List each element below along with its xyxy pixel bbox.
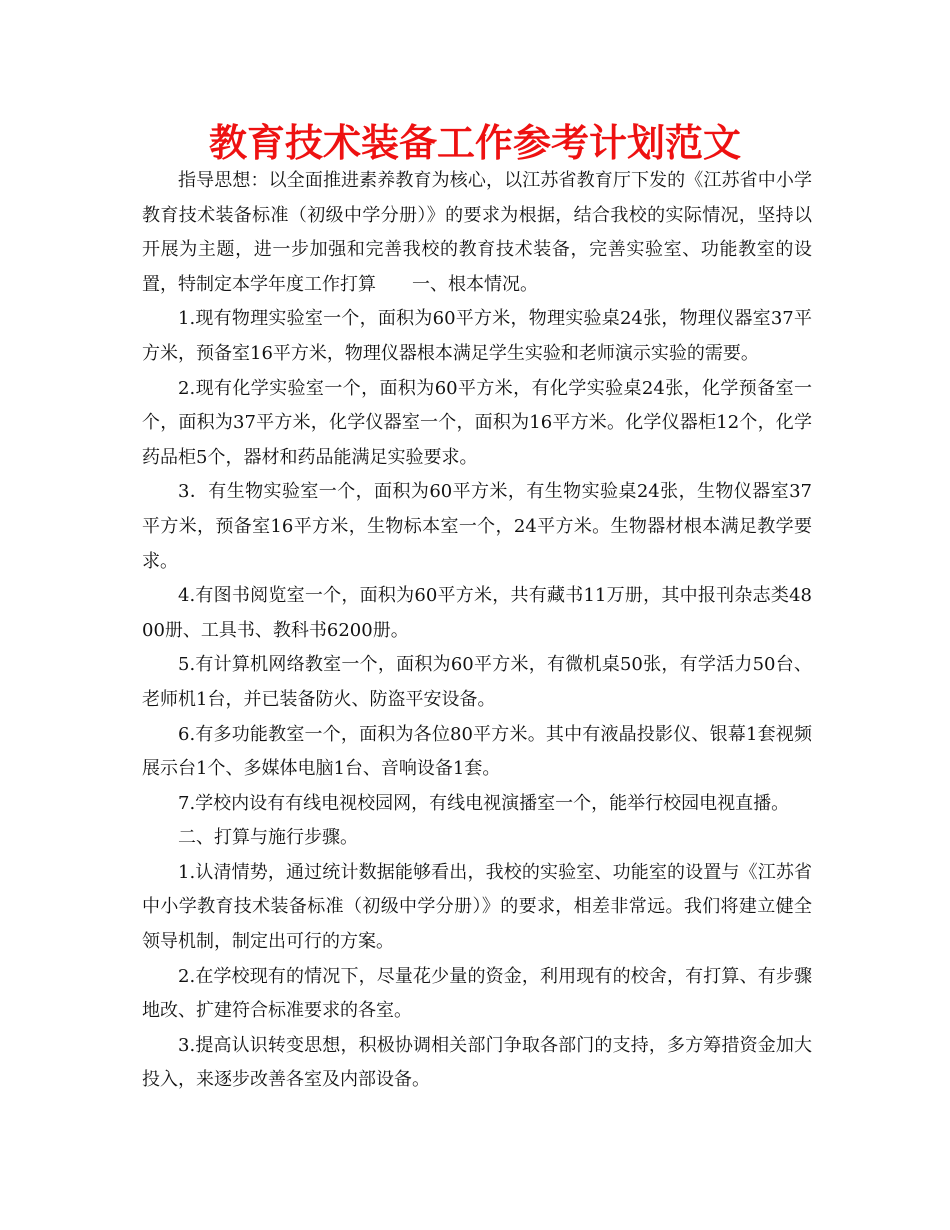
document-body	[142, 164, 812, 1098]
paragraph-computer-room: 5.有计算机网络教室一个，面积为60平方米，有微机桌50张，有学活力50台、老师机1台，并已装备防火、防盗平安设备。	[142, 654, 812, 710]
document-title: 教育技术装备工作参考计划范文	[208, 121, 741, 165]
paragraph-library: 4.有图书阅览室一个，面积为60平方米，共有藏书11万册，其中报刊杂志类4800册、工具书、教科书6200册。	[142, 585, 812, 641]
paragraph-step-2: 2.在学校现有的情况下，尽量花少量的资金，利用现有的校舍，有打算、有步骤地改、扩建符合标准要求的各室。	[142, 965, 812, 1022]
paragraph-multimedia-room: 6.有多功能教室一个，面积为各位80平方米。其中有液晶投影仪、银幕1套视频展示台1个、多媒体电脑1台、音响设备1套。	[142, 723, 812, 780]
paragraph-physics-lab: 1.现有物理实验室一个，面积为60平方米，物理实验桌24张，物理仪器室37平方米，预备室16平方米，物理仪器根本满足学生实验和老师演示实验的需要。	[142, 308, 812, 364]
paragraph-guiding-idea: 指导思想：以全面推进素养教育为核心，以江苏省教育厅下发的《江苏省中小学教育技术装备标准（初级中学分册）》的要求为根据，结合我校的实际情况，坚持以开展为主题，进一步加强和完善我校的教育技术装备，完善实验室、功能教室的设置，特制定本学年度工作打算 一、根本情况。	[142, 170, 812, 295]
paragraph-chemistry-lab: 2.现有化学实验室一个，面积为60平方米，有化学实验桌24张，化学预备室一个，面积为37平方米，化学仪器室一个，面积为16平方米。化学仪器柜12个，化学药品柜5个，器材和药品能满足实验要求。	[142, 377, 812, 468]
paragraph-campus-tv: 7.学校内设有有线电视校园网，有线电视演播室一个，能举行校园电视直播。	[178, 792, 790, 814]
paragraph-step-3: 3.提高认识转变思想，积极协调相关部门争取各部门的支持，多方筹措资金加大投入，来逐步改善各室及内部设备。	[142, 1034, 812, 1091]
paragraph-biology-lab: 3．有生物实验室一个，面积为60平方米，有生物实验桌24张，生物仪器室37平方米，预备室16平方米，生物标本室一个，24平方米。生物器材根本满足教学要求。	[142, 481, 812, 572]
section-heading-plan-steps: 二、打算与施行步骤。	[178, 827, 358, 849]
paragraph-step-1: 1.认清情势，通过统计数据能够看出，我校的实验室、功能室的设置与《江苏省中小学教育技术装备标准（初级中学分册）》的要求，相差非常远。我们将建立健全领导机制，制定出可行的方案。	[142, 861, 812, 953]
